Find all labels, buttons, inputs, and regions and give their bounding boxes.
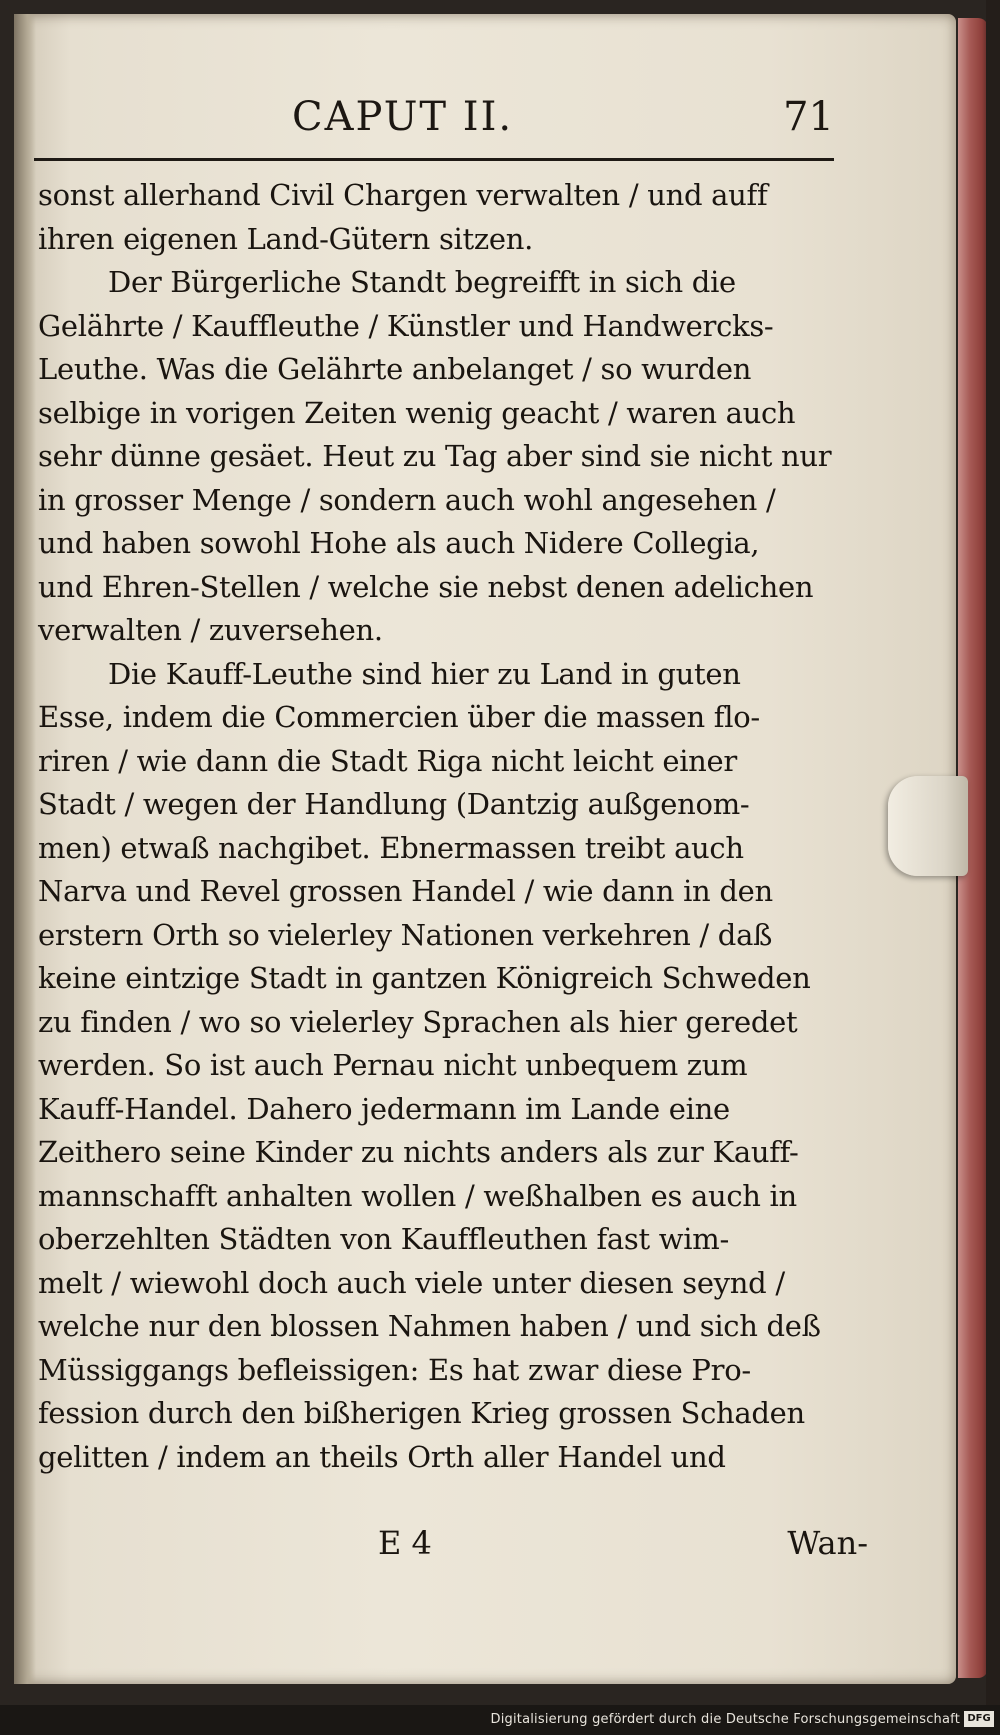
text-line: ihren eigenen Land-Gütern sitzen. xyxy=(38,221,534,256)
page-number: 71 xyxy=(783,94,834,140)
text-line: fession durch den bißherigen Krieg grossen Schaden xyxy=(38,1396,805,1430)
header-rule xyxy=(34,158,834,161)
running-head: CAPUT II. xyxy=(292,94,514,140)
text-line: Esse, indem die Commercien über die massen flo- xyxy=(38,700,760,734)
signature-mark: E 4 xyxy=(378,1524,432,1562)
body-text xyxy=(38,174,868,1479)
text-line: in grosser Menge / sondern auch wohl angesehen / xyxy=(38,482,776,517)
page-footer xyxy=(38,1524,868,1568)
catchword: Wan- xyxy=(787,1524,868,1562)
scan-edge xyxy=(986,0,1000,1735)
text-line: melt / wiewohl doch auch viele unter diesen seynd / xyxy=(38,1265,785,1300)
text-line: werden. So ist auch Pernau nicht unbequem zum xyxy=(38,1048,748,1082)
text-line: sonst allerhand Civil Chargen verwalten / und auff xyxy=(38,178,768,212)
bookmark-tab xyxy=(888,776,968,876)
text-line: welche nur den blossen Nahmen haben / und sich deß xyxy=(38,1309,821,1343)
text-line: Müssiggangs befleissigen: Es hat zwar diese Pro- xyxy=(38,1352,751,1387)
text-line: selbige in vorigen Zeiten wenig geacht / waren auch xyxy=(38,395,796,430)
book-page xyxy=(14,14,956,1684)
text-line: men) etwaß nachgibet. Ebnermassen treibt auch xyxy=(38,830,744,865)
text-line: Stadt / wegen der Handlung (Dantzig außgenom- xyxy=(38,787,750,821)
text-line: Gelährte / Kauffleuthe / Künstler und Handwercks- xyxy=(38,308,774,343)
text-line: riren / wie dann die Stadt Riga nicht leicht einer xyxy=(38,743,737,778)
text-line: und Ehren-Stellen / welche sie nebst denen adelichen xyxy=(38,569,814,604)
text-line: zu finden / wo so vielerley Sprachen als hier geredet xyxy=(38,1004,798,1039)
text-line: sehr dünne gesäet. Heut zu Tag aber sind sie nicht nur xyxy=(38,439,832,473)
text-line: gelitten / indem an theils Orth aller Handel und xyxy=(38,1439,726,1474)
text-line: oberzehlten Städten von Kauffleuthen fast wim- xyxy=(38,1222,729,1256)
text-line: und haben sowohl Hohe als auch Nidere Collegia, xyxy=(38,526,760,560)
page-header xyxy=(54,94,864,154)
text-line: Kauff-Handel. Dahero jedermann im Lande eine xyxy=(38,1091,730,1126)
text-line: Die Kauff-Leuthe sind hier zu Land in guten xyxy=(108,656,741,691)
text-line: mannschafft anhalten wollen / weßhalben es auch in xyxy=(38,1178,797,1213)
dfg-logo: DFG xyxy=(964,1711,994,1727)
credit-text: Digitalisierung gefördert durch die Deutsche Forschungsgemeinschaft xyxy=(490,1712,960,1727)
text-line: erstern Orth so vielerley Nationen verkehren / daß xyxy=(38,917,773,952)
text-line: Zeithero seine Kinder zu nichts anders als zur Kauff- xyxy=(38,1135,799,1169)
page-gutter xyxy=(14,14,36,1684)
text-line: verwalten / zuversehen. xyxy=(38,613,383,647)
text-line: keine eintzige Stadt in gantzen Königreich Schweden xyxy=(38,961,811,995)
text-line: Der Bürgerliche Standt begreifft in sich die xyxy=(108,265,736,299)
text-line: Narva und Revel grossen Handel / wie dann in den xyxy=(38,874,773,908)
text-line: Leuthe. Was die Gelährte anbelanget / so wurden xyxy=(38,352,752,386)
